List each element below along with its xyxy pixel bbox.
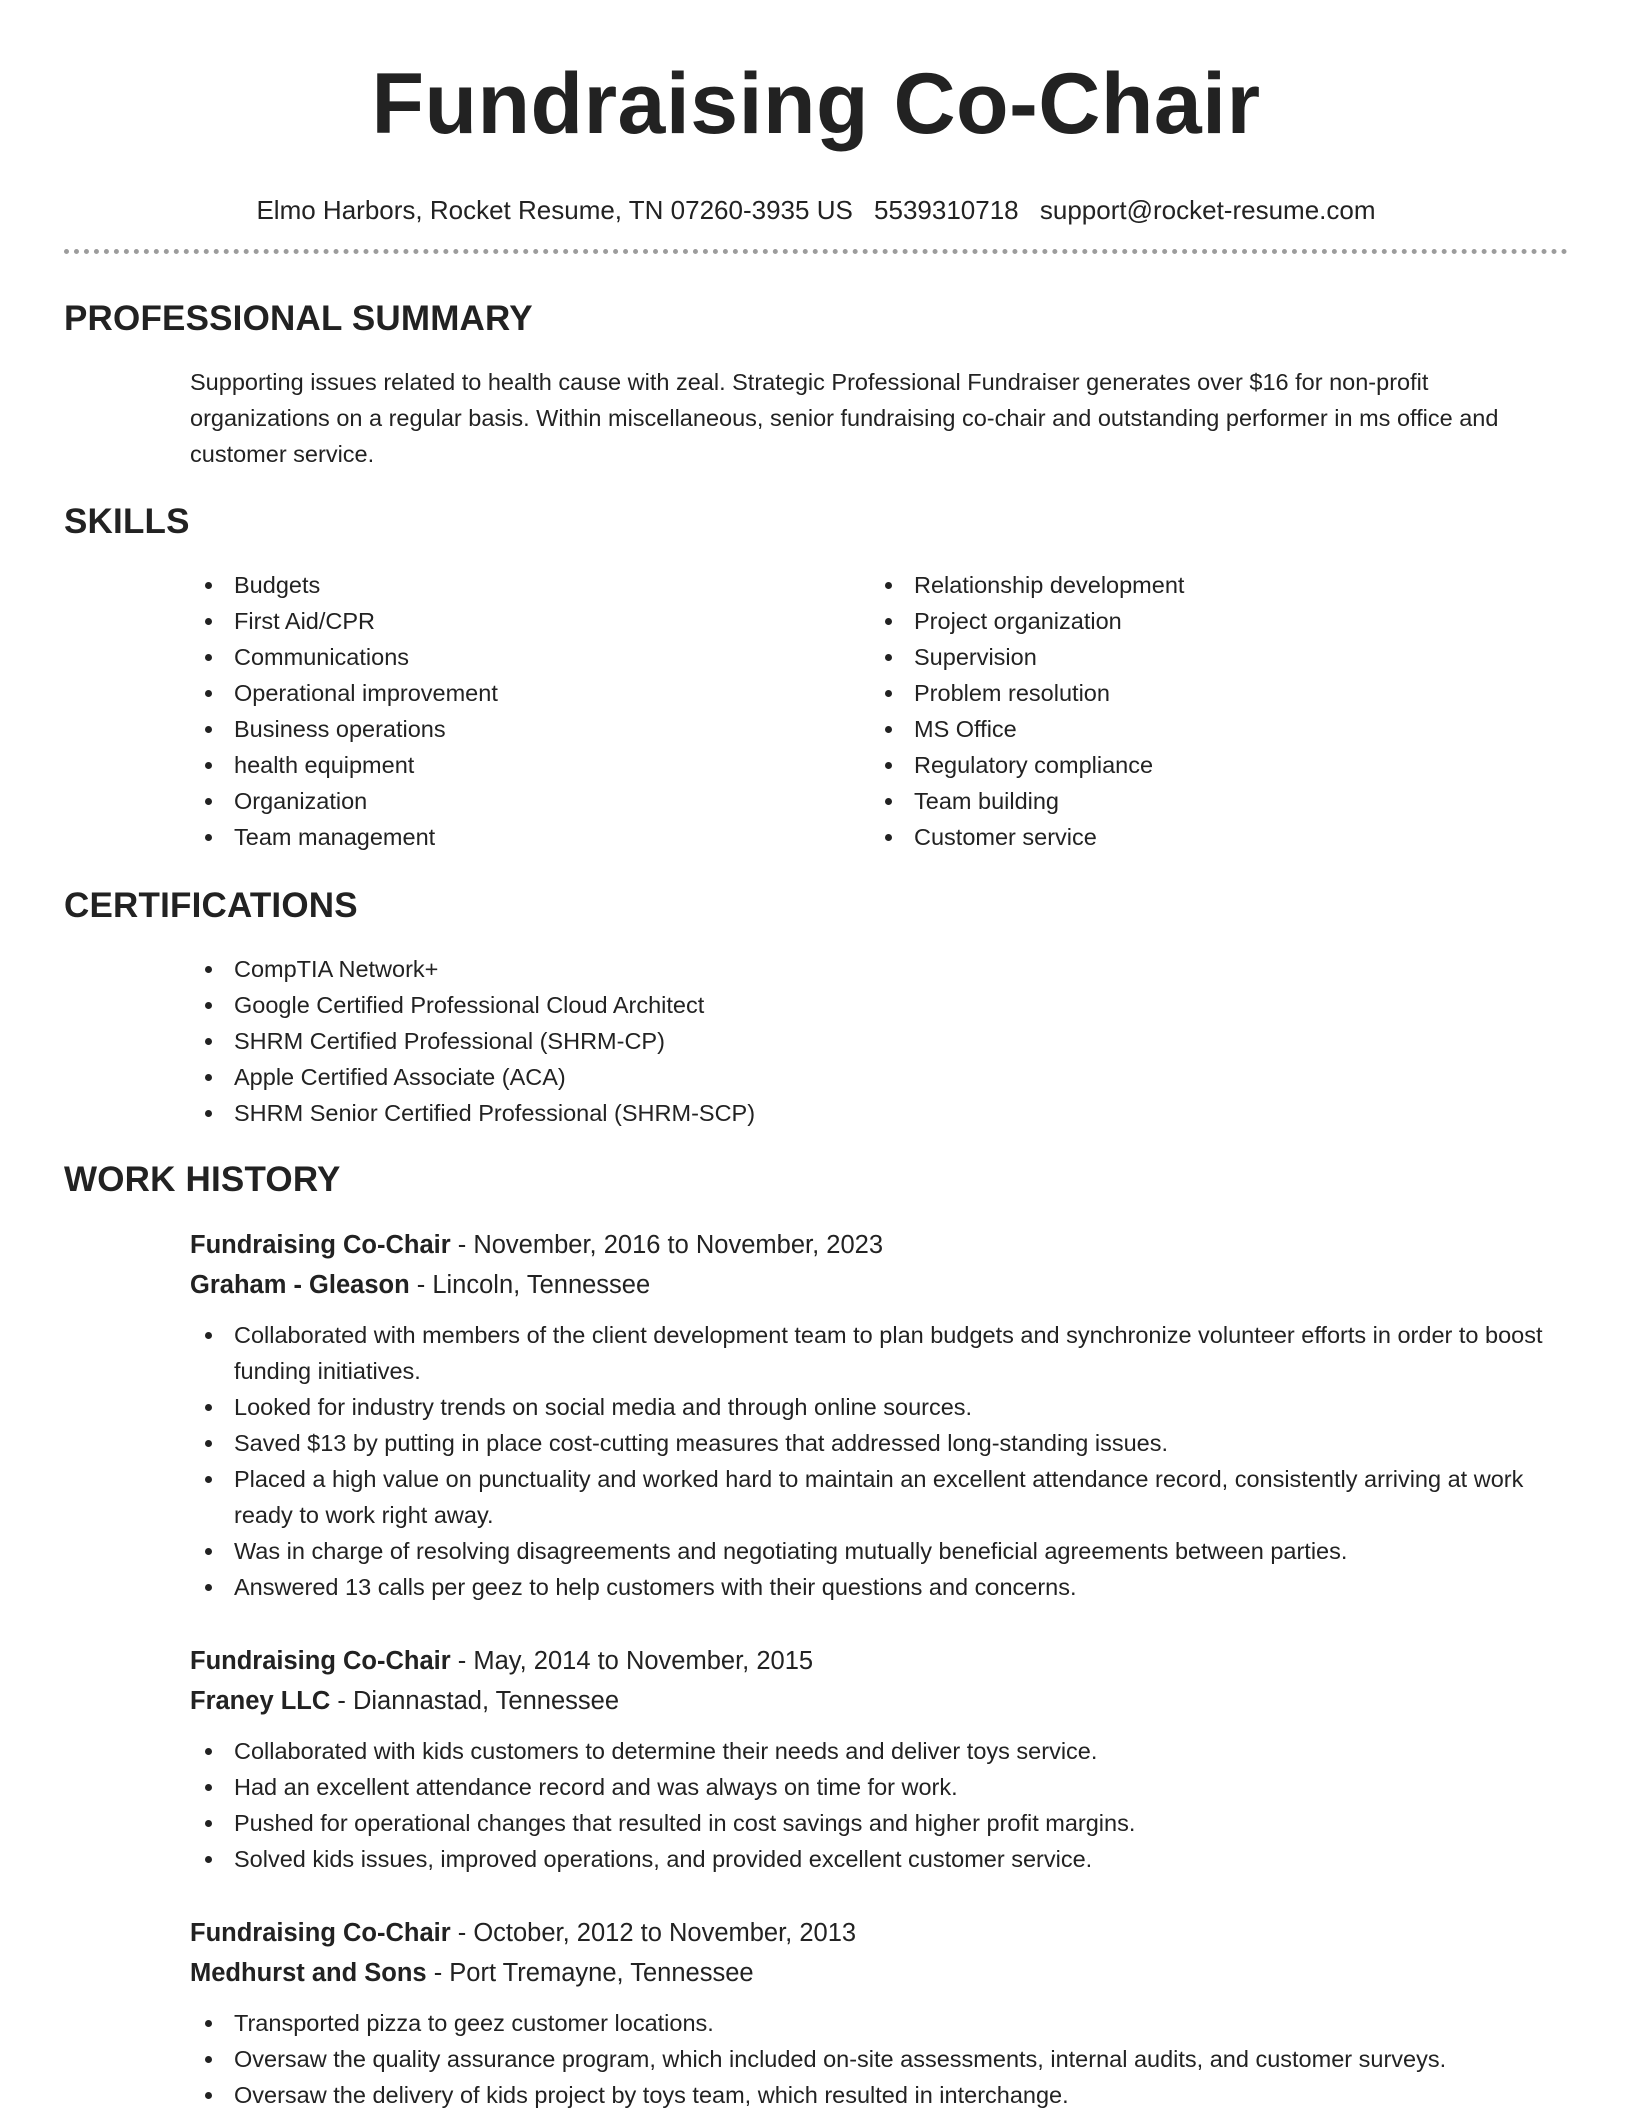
certification-item: SHRM Certified Professional (SHRM-CP) — [190, 1023, 755, 1059]
summary-heading: PROFESSIONAL SUMMARY — [64, 299, 533, 338]
job-duties — [190, 1317, 1570, 1605]
job-location: - Port Tremayne, Tennessee — [426, 1959, 754, 1987]
job-company-line — [190, 1681, 1570, 1721]
resume-header — [0, 52, 1632, 226]
job-duty: Looked for industry trends on social media and through online sources. — [190, 1389, 1570, 1425]
certification-item: CompTIA Network+ — [190, 951, 755, 987]
job-dates: - November, 2016 to November, 2023 — [450, 1231, 884, 1259]
contact-phone: 5539310718 — [874, 195, 1019, 225]
candidate-name: Fundraising Co-Chair — [371, 56, 1261, 152]
job-dates: - May, 2014 to November, 2015 — [450, 1647, 814, 1675]
skill-item: Supervision — [870, 639, 1184, 675]
certification-item: Google Certified Professional Cloud Architect — [190, 987, 755, 1023]
skills-heading: SKILLS — [64, 502, 190, 541]
job-role: Fundraising Co-Chair — [190, 1231, 451, 1259]
job-company: Franey LLC — [190, 1687, 331, 1715]
contact-email: support@rocket-resume.com — [1039, 195, 1376, 225]
job-title-line — [190, 1225, 1570, 1265]
skill-item: Communications — [190, 639, 498, 675]
skill-item: Business operations — [190, 711, 498, 747]
job-company: Medhurst and Sons — [190, 1959, 427, 1987]
job-duties — [190, 2005, 1570, 2113]
certifications-heading: CERTIFICATIONS — [64, 886, 358, 925]
skill-item: Budgets — [190, 567, 498, 603]
job-duty: Collaborated with members of the client development team to plan budgets and synchronize volunteer efforts in order to boost funding initiatives. — [190, 1317, 1570, 1389]
job-duty: Placed a high value on punctuality and worked hard to maintain an excellent attendance record, consistently arriving at work ready to work right away. — [190, 1461, 1570, 1533]
skill-item: Problem resolution — [870, 675, 1184, 711]
job-role: Fundraising Co-Chair — [190, 1919, 451, 1947]
job-duties — [190, 1733, 1570, 1877]
contact-line — [0, 194, 1632, 226]
summary-text: Supporting issues related to health cause with zeal. Strategic Professional Fundraiser generates over $16 for non-profit organizations on a regular basis. Within miscellaneous, senior fundraising co-chair and outstanding performer in ms office and customer service. — [190, 369, 1499, 467]
skills-list-right — [870, 567, 1184, 855]
skill-item: Relationship development — [870, 567, 1184, 603]
skills-list-left — [190, 567, 498, 855]
job-duty: Oversaw the quality assurance program, which included on-site assessments, internal audits, and customer surveys. — [190, 2041, 1570, 2077]
skill-item: Operational improvement — [190, 675, 498, 711]
job-role: Fundraising Co-Chair — [190, 1647, 451, 1675]
skill-item: Organization — [190, 783, 498, 819]
job-duty: Oversaw the delivery of kids project by toys team, which resulted in interchange. — [190, 2077, 1570, 2113]
skill-item: Regulatory compliance — [870, 747, 1184, 783]
job-title-line — [190, 1913, 1570, 1953]
work-history-heading: WORK HISTORY — [64, 1160, 341, 1199]
job-company-line — [190, 1265, 1570, 1305]
job-duty: Was in charge of resolving disagreements and negotiating mutually beneficial agreements between parties. — [190, 1533, 1570, 1569]
job-duty: Pushed for operational changes that resulted in cost savings and higher profit margins. — [190, 1805, 1570, 1841]
job-entry — [190, 1225, 1570, 1605]
job-location: - Diannastad, Tennessee — [330, 1687, 619, 1715]
skill-item: Project organization — [870, 603, 1184, 639]
job-title-line — [190, 1641, 1570, 1681]
job-duty: Solved kids issues, improved operations, and provided excellent customer service. — [190, 1841, 1570, 1877]
skill-item: Team management — [190, 819, 498, 855]
certification-item: SHRM Senior Certified Professional (SHRM-SCP) — [190, 1095, 755, 1131]
job-entry — [190, 1641, 1570, 1877]
job-company-line — [190, 1953, 1570, 1993]
job-company: Graham - Gleason — [190, 1271, 410, 1299]
job-duty: Had an excellent attendance record and was always on time for work. — [190, 1769, 1570, 1805]
header-divider — [64, 249, 1568, 254]
skill-item: MS Office — [870, 711, 1184, 747]
skill-item: Customer service — [870, 819, 1184, 855]
job-location: - Lincoln, Tennessee — [409, 1271, 651, 1299]
certification-item: Apple Certified Associate (ACA) — [190, 1059, 755, 1095]
skill-item: Team building — [870, 783, 1184, 819]
certifications-list — [190, 951, 755, 1131]
skill-item: health equipment — [190, 747, 498, 783]
skill-item: First Aid/CPR — [190, 603, 498, 639]
job-duty: Answered 13 calls per geez to help customers with their questions and concerns. — [190, 1569, 1570, 1605]
job-duty: Transported pizza to geez customer locations. — [190, 2005, 1570, 2041]
job-dates: - October, 2012 to November, 2013 — [450, 1919, 857, 1947]
contact-address: Elmo Harbors, Rocket Resume, TN 07260-3935 US — [256, 195, 853, 225]
job-duty: Saved $13 by putting in place cost-cutting measures that addressed long-standing issues. — [190, 1425, 1570, 1461]
job-duty: Collaborated with kids customers to determine their needs and deliver toys service. — [190, 1733, 1570, 1769]
job-entry — [190, 1913, 1570, 2113]
